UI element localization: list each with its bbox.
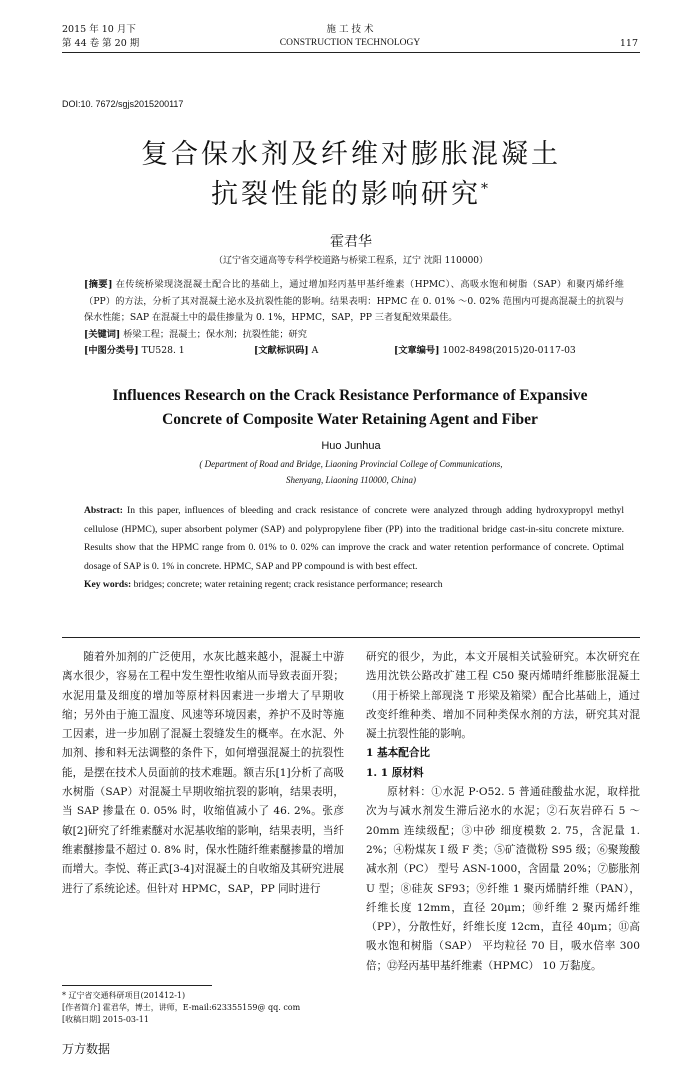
doc-code-label: [文献标识码] xyxy=(254,345,309,356)
abstract-en-label: Abstract: xyxy=(84,505,123,516)
affiliation-en-line2: Shenyang, Liaoning 110000, China) xyxy=(285,475,417,485)
classification-row xyxy=(84,343,624,360)
author-cn: 霍君华 xyxy=(330,234,372,250)
keywords-en xyxy=(84,576,624,595)
section-heading-1: 1 基本配合比 xyxy=(366,747,431,760)
body-right-column xyxy=(366,648,640,976)
title-cn-line1: 复合保水剂及纤维对膨胀混凝土 xyxy=(141,139,561,170)
article-no xyxy=(394,343,576,360)
abstract-cn-label: [摘要] xyxy=(84,279,113,290)
abstract-en-text: In this paper, influences of bleeding and crack resistance of concrete were analyzed through adding hydroxypropyl methyl cellulose (HPMC), super absorbent polymer (SAP) and polypropylene fiber (PP) into the traditional bridge cast-in-situ concrete mixture. Results show that the HPMC range from 0. 01% to 0. 02% can improve the crack and water retention performance of concrete. Optimal dosage of SAP is 0. 1% in concrete. HPMC, SAP and PP compound is with best effect. xyxy=(84,505,624,572)
keywords-cn-label: [关键词] xyxy=(84,328,121,340)
clc xyxy=(84,343,185,360)
header-journal-cn: 施 工 技 术 xyxy=(326,24,374,35)
header-journal-en: CONSTRUCTION TECHNOLOGY xyxy=(279,38,421,48)
keywords-en-text: bridges; concrete; water retaining regent; crack resistance performance; research xyxy=(133,579,443,590)
abstract-en xyxy=(84,502,624,595)
title-en-line1: Influences Research on the Crack Resistance Performance of Expansive xyxy=(112,387,588,404)
clc-label: [中图分类号] xyxy=(84,345,139,356)
materials-paragraph: 原材料：①水泥 P·O52. 5 普通硅酸盐水泥，取样批次为与减水剂发生滞后泌水的水泥；②石灰岩碎石 5 ～20mm 连续级配；③中砂 细度模数 2. 75，含泥量 1. 2%；④粉煤灰 I 级 F 类；⑤矿渣微粉 S95 级；⑥聚羧酸减水剂（PC） 型号 ASN-1000，含固量 20%；⑦膨胀剂 U 型；⑧硅灰 SF93；⑨纤维 1 聚丙烯腈纤维（PAN），纤维长度 12mm，直径 20μm；⑩纤维 2 聚丙烯纤维（PP），分散性好，纤维长度 12cm，直径 40μm；⑪高吸水饱和树脂（SAP） 平均粒径 70 目，吸水倍率 300 倍；⑫羟丙基甲基纤维素（HPMC） 10 万黏度。 xyxy=(366,786,640,972)
abstract-cn-body xyxy=(84,277,624,327)
title-cn-line2 xyxy=(62,172,640,211)
abstract-en-body xyxy=(84,502,624,576)
section-heading-1-1: 1. 1 原材料 xyxy=(366,766,424,779)
doc-code xyxy=(254,343,318,360)
keywords-en-label: Key words: xyxy=(84,579,132,590)
article-no-value: 1002-8498(2015)20-0117-03 xyxy=(442,345,576,356)
footnote-fund: * 辽宁省交通科研项目(201412-1) xyxy=(62,991,186,1000)
abstract-cn-text: 在传统桥梁现浇混凝土配合比的基础上，通过增加羟丙基甲基纤维素（HPMC）、高吸水饱和树脂（SAP）和聚丙烯纤维（PP）的方法，分析了其对混凝土泌水及抗裂性能的影响。结果表明：HPMC 在 0. 01% ～0. 02% 范围内可提高混凝土的抗裂与保水性能；SAP 在混凝土中的最佳掺量为 0. 1%，HPMC，SAP，PP 三者复配效果最佳。 xyxy=(84,279,624,323)
intro-paragraph-continued: 研究的很少，为此，本文开展相关试验研究。本次研究在选用沈铁公路改扩建工程 C50 聚丙烯晴纤维膨胀混凝土（用于桥梁上部现浇 T 形梁及箱梁）配合比基础上，通过改变纤维种类、增加不同种类保水剂的方法，研究其对混凝土抗裂性能的影响。 xyxy=(366,651,640,741)
watermark-wanfang: 万方数据 xyxy=(62,1042,111,1056)
footnote-rule xyxy=(62,985,212,986)
keywords-cn-text: 桥梁工程；混凝土；保水剂；抗裂性能；研究 xyxy=(123,328,307,340)
author-en: Huo Junhua xyxy=(321,440,381,452)
header-date: 2015 年 10 月下 xyxy=(62,24,136,35)
affiliation-cn: （辽宁省交通高等专科学校道路与桥梁工程系，辽宁 沈阳 110000） xyxy=(213,256,489,266)
keywords-cn xyxy=(84,327,624,344)
title-cn-line2-text: 抗裂性能的影响研究 xyxy=(211,179,481,210)
header-volume-issue: 第 44 卷 第 20 期 xyxy=(62,38,140,49)
body-left-column xyxy=(62,648,344,899)
footnote xyxy=(62,990,352,1026)
doc-code-value: A xyxy=(311,345,319,356)
title-en-line2: Concrete of Composite Water Retaining Agent and Fiber xyxy=(162,411,538,428)
abstract-cn xyxy=(84,277,624,360)
abstract-divider xyxy=(62,637,640,638)
header-rule xyxy=(62,52,640,53)
clc-value: TU528. 1 xyxy=(141,345,185,356)
header-page-number: 117 xyxy=(619,38,638,49)
affiliation-en-line1: ( Department of Road and Bridge, Liaoning Provincial College of Communications, xyxy=(199,459,503,469)
article-no-label: [文章编号] xyxy=(394,345,440,356)
doi: DOI:10. 7672/sgjs2015200117 xyxy=(62,99,184,109)
intro-paragraph: 随着外加剂的广泛使用，水灰比越来越小，混凝土中游离水很少，容易在工程中发生塑性收缩从而导致表面开裂；水泥用量及细度的增加等原材料因素进一步增大了早期收缩；另外由于施工温度、风速等环境因素，养护不及时等施工因素，进一步加剧了混凝土裂缝发生的概率。在水泥、外加剂、掺和料无法调整的条件下，如何增强混凝土的抗裂性能，是摆在技术人员面前的技术难题。额吉乐[1]分析了高吸水树脂（SAP）对混凝土早期收缩抗裂的影响，结果表明，当 SAP 掺量在 0. 05% 时，收缩值减小了 46. 2%。张彦敏[2]研究了纤维素醚对水泥基收缩的影响，结果表明，当纤维素醚掺量不超过 0. 8% 时，保水性随纤维素醚掺量的增加而增大。李悦、蒋正武[3-4]对混凝土的自收缩及其研究进展进行了系统论述。但针对 HPMC，SAP，PP 同时进行 xyxy=(62,651,344,895)
footnote-received: [收稿日期] 2015-03-11 xyxy=(62,1015,149,1024)
title-fund-mark: * xyxy=(481,181,491,197)
footnote-author-intro: [作者简介] 霍君华，博士，讲师，E-mail:623355159@ qq. com xyxy=(62,1003,301,1012)
